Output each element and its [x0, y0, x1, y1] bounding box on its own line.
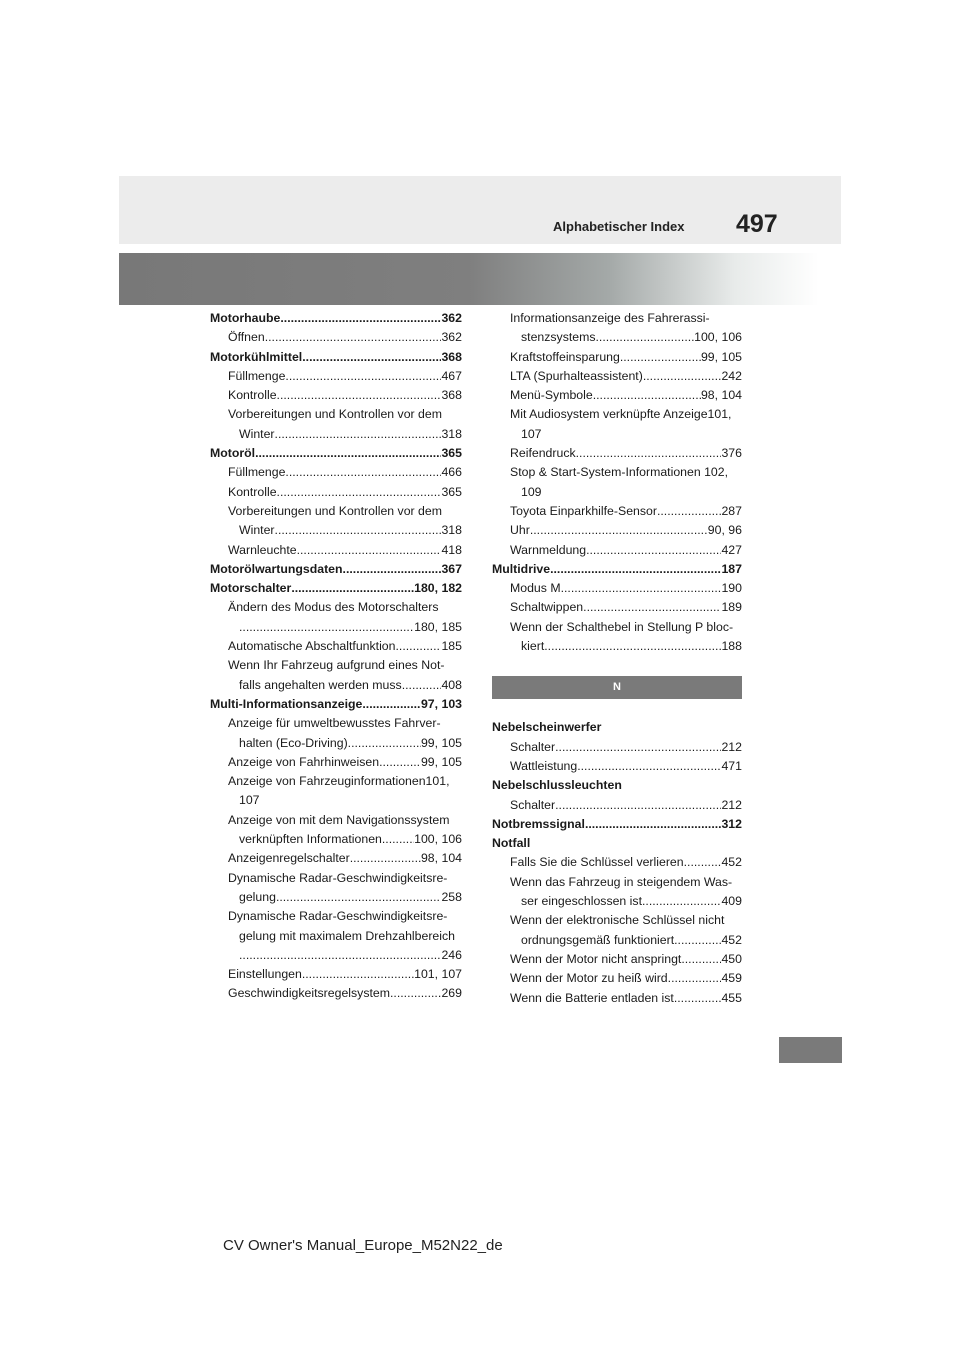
index-subentry — [210, 463, 462, 482]
dot-leader — [555, 796, 721, 815]
index-subentry — [210, 965, 462, 984]
entry-line — [228, 618, 462, 637]
index-list-right-top — [492, 309, 742, 656]
entry-line — [228, 328, 462, 347]
entry-text: Nebelscheinwerfer — [492, 720, 602, 735]
index-subentry — [210, 598, 462, 637]
entry-text: 109 — [521, 484, 542, 499]
entry-text: Dynamische Radar-Geschwindigkeitsre- — [228, 870, 448, 885]
dot-leader — [643, 367, 722, 386]
header-gradient-band — [119, 253, 819, 305]
entry-line — [510, 892, 742, 911]
entry-text: Motorschalter — [210, 581, 292, 596]
entry-line — [510, 483, 742, 502]
entry-line — [510, 502, 742, 521]
entry-line — [228, 946, 462, 965]
index-entry — [210, 560, 462, 579]
entry-text: 107 — [239, 793, 260, 808]
entry-line — [228, 927, 462, 946]
entry-text: Schalter — [510, 797, 556, 812]
index-entry — [492, 560, 742, 579]
index-list-left — [210, 309, 462, 1004]
page-ref: 408 — [441, 677, 462, 692]
entry-line — [210, 348, 462, 367]
index-subentry — [492, 367, 742, 386]
dot-leader — [530, 521, 708, 540]
entry-text: Informationsanzeige des Fahrerassi- — [510, 311, 710, 325]
dot-leader — [362, 695, 421, 714]
page-ref: 362 — [441, 311, 462, 325]
entry-text: Menü-Symbole — [510, 388, 593, 403]
dot-leader — [350, 849, 421, 868]
dot-leader — [395, 637, 441, 656]
page-ref: 362 — [441, 330, 462, 345]
entry-text: Kraftstoffeinsparung — [510, 349, 620, 364]
entry-line — [510, 796, 742, 815]
entry-text: Wattleistung — [510, 758, 578, 773]
dot-leader — [291, 579, 414, 598]
entry-line — [228, 907, 462, 926]
index-subentry — [492, 757, 742, 776]
entry-line — [228, 849, 462, 868]
entry-line — [228, 772, 462, 791]
footer-text: CV Owner's Manual_Europe_M52N22_de — [223, 1237, 503, 1254]
entry-line — [510, 521, 742, 540]
entry-text: Stop & Start-System-Informationen 102, — [510, 465, 729, 480]
entry-line — [228, 753, 462, 772]
index-subentry — [210, 849, 462, 868]
entry-text: Einstellungen — [228, 967, 302, 982]
entry-text: Warnleuchte — [228, 542, 297, 557]
dot-leader — [544, 637, 721, 656]
entry-line — [228, 386, 462, 405]
page-ref: 180, 182 — [414, 581, 462, 596]
entry-line — [510, 757, 742, 776]
dot-leader — [239, 946, 441, 965]
dot-leader — [302, 965, 414, 984]
entry-text: Winter — [239, 523, 275, 538]
index-subentry — [492, 853, 742, 872]
entry-text: LTA (Spurhalteassistent) — [510, 368, 643, 383]
dot-leader — [642, 892, 721, 911]
entry-line — [510, 950, 742, 969]
index-entry — [210, 444, 462, 463]
entry-text: Dynamische Radar-Geschwindigkeitsre- — [228, 909, 448, 924]
index-subentry — [210, 367, 462, 386]
entry-line — [228, 734, 462, 753]
dot-leader — [285, 463, 441, 482]
entry-text: falls angehalten werden muss — [239, 677, 402, 692]
index-subentry — [210, 984, 462, 1003]
page-ref: 180, 185 — [414, 619, 462, 634]
dot-leader — [586, 541, 721, 560]
page-ref: 246 — [441, 947, 462, 962]
entry-text: Schalter — [510, 739, 556, 754]
entry-line — [510, 463, 742, 482]
entry-line — [210, 695, 462, 714]
entry-text: Vorbereitungen und Kontrollen vor dem — [228, 503, 442, 518]
dot-leader — [668, 969, 722, 988]
index-subentry — [492, 309, 742, 348]
entry-line — [210, 560, 462, 579]
page-ref: 368 — [441, 349, 462, 364]
entry-line — [510, 989, 742, 1008]
entry-text: Anzeige von Fahrzeuginformationen101, — [228, 774, 450, 789]
index-subentry — [492, 618, 742, 657]
page-ref: 269 — [441, 986, 462, 1001]
index-subentry — [210, 753, 462, 772]
entry-text: 107 — [521, 426, 542, 441]
entry-line — [510, 637, 742, 656]
index-entry — [492, 815, 742, 834]
entry-text: Uhr — [510, 523, 530, 538]
page-ref: 368 — [441, 388, 462, 403]
entry-text: Wenn die Batterie entladen ist — [510, 990, 674, 1005]
page-ref: 418 — [441, 542, 462, 557]
entry-line — [210, 444, 462, 463]
entry-text: Kontrolle — [228, 484, 277, 499]
dot-leader — [684, 853, 722, 872]
index-entry — [210, 695, 462, 714]
page-ref: 99, 105 — [420, 735, 462, 750]
index-subentry — [492, 444, 742, 463]
entry-text: halten (Eco-Driving) — [239, 735, 348, 750]
index-subentry — [492, 405, 742, 444]
index-subentry — [492, 386, 742, 405]
index-subentry — [210, 386, 462, 405]
entry-line — [228, 676, 462, 695]
entry-line — [510, 911, 742, 930]
entry-text: kiert — [521, 639, 545, 654]
page-ref: 98, 104 — [420, 851, 462, 866]
index-subentry — [210, 541, 462, 560]
entry-line — [228, 637, 462, 656]
header-band — [119, 176, 841, 244]
entry-text: gelung — [239, 889, 276, 904]
dot-leader — [239, 618, 414, 637]
page-ref: 376 — [721, 446, 742, 461]
dot-leader — [275, 425, 442, 444]
entry-text: Motoröl — [210, 446, 256, 461]
page-ref: 367 — [441, 561, 462, 576]
entry-text: Füllmenge — [228, 368, 286, 383]
entry-line — [228, 888, 462, 907]
dot-leader — [657, 502, 722, 521]
entry-text: Notfall — [492, 836, 531, 851]
entry-line — [228, 502, 462, 521]
index-subentry — [492, 579, 742, 598]
index-column-right — [492, 309, 742, 1008]
entry-text: Toyota Einparkhilfe-Sensor — [510, 503, 657, 518]
entry-line — [510, 738, 742, 757]
entry-line — [492, 776, 742, 795]
index-subentry — [492, 911, 742, 950]
entry-line — [210, 309, 462, 328]
page-ref: 450 — [721, 951, 742, 966]
entry-line — [510, 579, 742, 598]
entry-line — [510, 425, 742, 444]
page-number: 497 — [736, 210, 778, 238]
entry-line — [228, 811, 462, 830]
entry-line — [510, 598, 742, 617]
entry-line — [228, 791, 462, 810]
entry-line — [510, 348, 742, 367]
index-subentry — [210, 714, 462, 753]
chapter-side-tab — [779, 1037, 842, 1063]
entry-text: Mit Audiosystem verknüpfte Anzeige101, — [510, 407, 732, 422]
entry-line — [492, 718, 742, 737]
page-ref: 185 — [441, 639, 462, 654]
index-column-left — [210, 309, 462, 1004]
dot-leader — [593, 386, 701, 405]
index-subentry — [210, 869, 462, 908]
page-ref: 427 — [721, 542, 742, 557]
index-subentry — [492, 541, 742, 560]
dot-leader — [275, 521, 442, 540]
entry-line — [510, 541, 742, 560]
dot-leader — [277, 483, 442, 502]
page-ref: 466 — [441, 465, 462, 480]
entry-text: Anzeige von Fahrhinweisen — [228, 754, 380, 769]
page-ref: 188 — [721, 639, 742, 654]
dot-leader — [390, 984, 441, 1003]
entry-line — [228, 984, 462, 1003]
index-subentry — [210, 907, 462, 965]
entry-text: Automatische Abschaltfunktion — [228, 639, 396, 654]
page-ref: 98, 104 — [700, 388, 742, 403]
entry-text: Motorkühlmittel — [210, 349, 303, 364]
index-subentry — [492, 873, 742, 912]
dot-leader — [674, 989, 722, 1008]
section-title: Alphabetischer Index — [553, 219, 685, 234]
dot-leader — [585, 815, 722, 834]
entry-text: verknüpften Informationen — [239, 832, 382, 847]
dot-leader — [595, 328, 694, 347]
index-subentry — [210, 502, 462, 541]
index-subentry — [210, 405, 462, 444]
entry-line — [228, 965, 462, 984]
page-ref: 287 — [721, 503, 742, 518]
entry-text: Anzeigenregelschalter — [228, 851, 350, 866]
entry-line — [510, 309, 742, 328]
index-subentry — [492, 738, 742, 757]
entry-line — [228, 714, 462, 733]
dot-leader — [681, 950, 721, 969]
index-subentry — [492, 950, 742, 969]
dot-leader — [583, 598, 721, 617]
entry-line — [228, 405, 462, 424]
dot-leader — [620, 348, 701, 367]
index-entry — [492, 776, 742, 795]
entry-line — [228, 869, 462, 888]
entry-text: Multidrive — [492, 561, 551, 576]
entry-text: ordnungsgemäß funktioniert — [521, 932, 675, 947]
page-ref: 97, 103 — [420, 696, 462, 711]
entry-text: Schaltwippen — [510, 600, 584, 615]
page-ref: 190 — [721, 581, 742, 596]
index-subentry — [210, 811, 462, 850]
page-ref: 365 — [441, 446, 462, 461]
index-subentry — [210, 328, 462, 347]
dot-leader — [285, 367, 441, 386]
entry-line — [510, 618, 742, 637]
entry-line — [228, 521, 462, 540]
entry-line — [228, 598, 462, 617]
section-letter: N — [613, 681, 621, 694]
page-ref: 467 — [441, 368, 462, 383]
index-subentry — [210, 637, 462, 656]
entry-text: gelung mit maximalem Drehzahlbereich — [239, 928, 455, 943]
entry-line — [228, 483, 462, 502]
page-ref: 100, 106 — [414, 832, 462, 847]
entry-line — [510, 367, 742, 386]
page-ref: 318 — [441, 523, 462, 538]
page-ref: 452 — [721, 932, 742, 947]
entry-line — [228, 425, 462, 444]
entry-line — [228, 367, 462, 386]
entry-line — [510, 328, 742, 347]
entry-text: Öffnen — [228, 330, 265, 345]
page-ref: 90, 96 — [707, 523, 742, 538]
entry-text: Ändern des Modus des Motorschalters — [228, 600, 439, 615]
dot-leader — [561, 579, 722, 598]
dot-leader — [382, 830, 414, 849]
index-subentry — [492, 502, 742, 521]
index-subentry — [492, 348, 742, 367]
section-letter-bar — [492, 676, 742, 699]
entry-line — [228, 463, 462, 482]
entry-line — [510, 386, 742, 405]
index-subentry — [210, 656, 462, 695]
entry-text: Modus M — [510, 581, 561, 596]
entry-text: Notbremssignal — [492, 816, 585, 831]
entry-line — [510, 853, 742, 872]
page-ref: 187 — [721, 561, 742, 576]
index-entry — [210, 309, 462, 328]
entry-line — [228, 541, 462, 560]
entry-text: Reifendruck — [510, 446, 576, 461]
entry-text: Falls Sie die Schlüssel verlieren — [510, 855, 684, 870]
entry-line — [228, 830, 462, 849]
index-entry — [492, 834, 742, 853]
entry-text: Multi-Informationsanzeige — [210, 696, 363, 711]
entry-line — [510, 444, 742, 463]
dot-leader — [265, 328, 442, 347]
dot-leader — [255, 444, 441, 463]
dot-leader — [302, 348, 441, 367]
index-entry — [210, 579, 462, 598]
dot-leader — [550, 560, 721, 579]
entry-text: Vorbereitungen und Kontrollen vor dem — [228, 407, 442, 422]
entry-text: Wenn der elektronische Schlüssel nicht — [510, 913, 725, 928]
page-ref: 312 — [721, 816, 742, 831]
page-ref: 318 — [441, 426, 462, 441]
index-entry — [492, 718, 742, 737]
entry-text: Anzeige von mit dem Navigationssystem — [228, 812, 450, 827]
entry-text: Kontrolle — [228, 388, 277, 403]
page-ref: 471 — [721, 758, 742, 773]
index-subentry — [492, 989, 742, 1008]
page-ref: 455 — [721, 990, 742, 1005]
index-subentry — [492, 796, 742, 815]
index-subentry — [492, 598, 742, 617]
page-ref: 258 — [441, 889, 462, 904]
page-ref: 452 — [721, 855, 742, 870]
dot-leader — [576, 444, 722, 463]
dot-leader — [343, 560, 442, 579]
entry-text: Warnmeldung — [510, 542, 587, 557]
entry-text: Geschwindigkeitsregelsystem — [228, 986, 390, 1001]
entry-line — [228, 656, 462, 675]
dot-leader — [555, 738, 721, 757]
page-ref: 99, 105 — [700, 349, 742, 364]
page-ref: 242 — [721, 368, 742, 383]
entry-text: Wenn der Schalthebel in Stellung P bloc- — [510, 619, 734, 634]
index-subentry — [210, 483, 462, 502]
entry-text: Wenn Ihr Fahrzeug aufgrund eines Not- — [228, 658, 445, 673]
index-subentry — [492, 463, 742, 502]
entry-text: Füllmenge — [228, 465, 286, 480]
entry-text: Winter — [239, 426, 275, 441]
entry-text: Wenn das Fahrzeug in steigendem Was- — [510, 874, 733, 889]
index-list-right-bottom — [492, 718, 742, 1007]
page-ref: 101, 107 — [414, 967, 462, 982]
index-subentry — [492, 521, 742, 540]
dot-leader — [348, 734, 421, 753]
entry-line — [510, 969, 742, 988]
dot-leader — [297, 541, 442, 560]
dot-leader — [577, 757, 721, 776]
entry-text: Motorölwartungsdaten — [210, 561, 343, 576]
entry-text: Nebelschlussleuchten — [492, 778, 622, 793]
page-ref: 459 — [721, 971, 742, 986]
page-ref: 212 — [721, 797, 742, 812]
entry-line — [210, 579, 462, 598]
entry-text: stenzsystems — [521, 330, 596, 345]
dot-leader — [280, 309, 441, 328]
dot-leader — [402, 676, 442, 695]
dot-leader — [674, 931, 721, 950]
entry-line — [492, 834, 742, 853]
page-ref: 365 — [441, 484, 462, 499]
page-ref: 189 — [721, 600, 742, 615]
entry-line — [492, 815, 742, 834]
entry-line — [510, 873, 742, 892]
dot-leader — [379, 753, 421, 772]
entry-text: Motorhaube — [210, 311, 281, 325]
page-ref: 100, 106 — [694, 330, 742, 345]
entry-text: Wenn der Motor nicht anspringt — [510, 951, 682, 966]
page-ref: 212 — [721, 739, 742, 754]
index-subentry — [492, 969, 742, 988]
index-entry — [210, 348, 462, 367]
entry-text: ser eingeschlossen ist — [521, 894, 642, 909]
entry-line — [510, 931, 742, 950]
dot-leader — [276, 888, 442, 907]
entry-line — [492, 560, 742, 579]
entry-text: Wenn der Motor zu heiß wird — [510, 971, 668, 986]
entry-text: Anzeige für umweltbewusstes Fahrver- — [228, 716, 441, 731]
dot-leader — [277, 386, 442, 405]
entry-line — [510, 405, 742, 424]
page-ref: 409 — [721, 894, 742, 909]
index-subentry — [210, 772, 462, 811]
page-ref: 99, 105 — [420, 754, 462, 769]
